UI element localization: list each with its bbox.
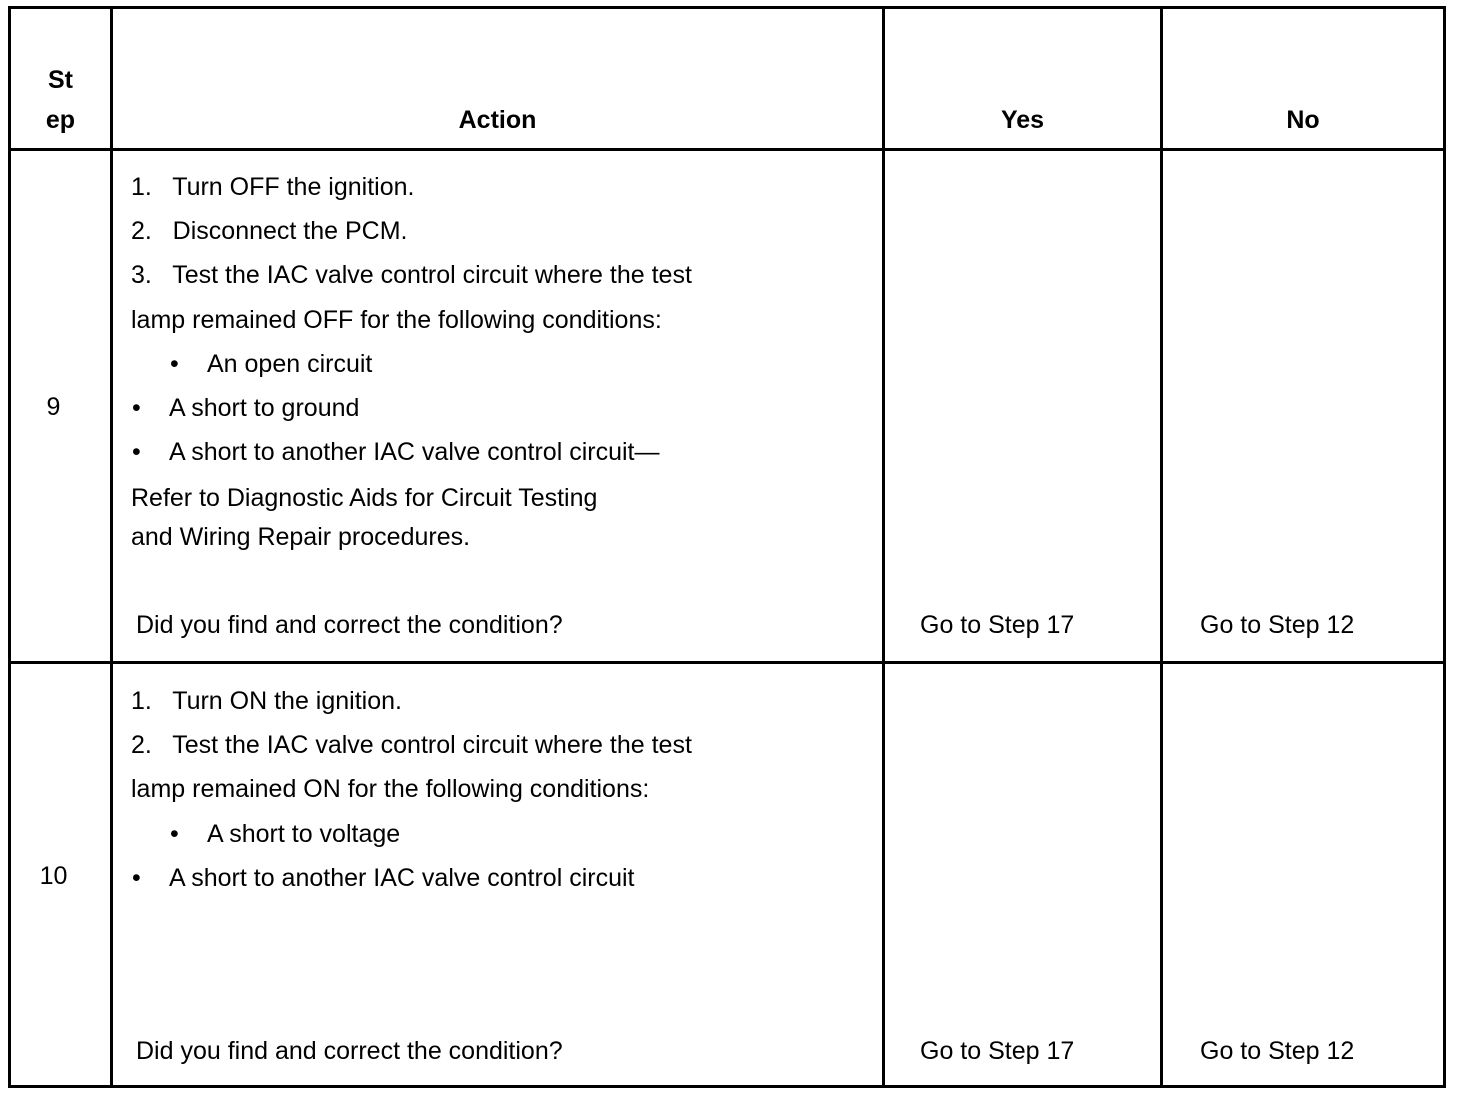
step-number: 9 (46, 393, 61, 421)
yes-result: Go to Step 17 (920, 1037, 1075, 1065)
action-bullet-text: A short to another IAC valve control circuit (169, 864, 635, 892)
action-line: lamp remained OFF for the following conditions: (131, 306, 662, 334)
header-step-line1: St (48, 66, 73, 94)
header-action: Action (458, 106, 537, 134)
header-divider (8, 148, 1446, 151)
action-line: lamp remained ON for the following conditions: (131, 775, 650, 803)
no-result: Go to Step 12 (1200, 1037, 1355, 1065)
table-border-top (8, 6, 1446, 9)
bullet-icon: • (170, 820, 179, 848)
action-bullet-text: A short to another IAC valve control circuit— (169, 438, 660, 466)
action-line: and Wiring Repair procedures. (131, 523, 471, 551)
step-number: 10 (39, 862, 68, 890)
action-line: 2. Test the IAC valve control circuit where the test (131, 731, 692, 759)
action-bullet-text: A short to ground (169, 394, 360, 422)
table-border-left (8, 6, 11, 1088)
header-yes: Yes (1000, 106, 1045, 134)
action-question: Did you find and correct the condition? (136, 611, 563, 639)
table-border-right (1443, 6, 1446, 1088)
column-divider-step (110, 6, 113, 1088)
action-line: 3. Test the IAC valve control circuit where the test (131, 261, 692, 289)
action-line: 2. Disconnect the PCM. (131, 217, 408, 245)
row-divider (8, 661, 1446, 664)
bullet-icon: • (132, 438, 141, 466)
action-bullet-text: A short to voltage (207, 820, 401, 848)
column-divider-yes (1160, 6, 1163, 1088)
action-line: 1. Turn OFF the ignition. (131, 173, 415, 201)
action-line: 1. Turn ON the ignition. (131, 687, 402, 715)
action-question: Did you find and correct the condition? (136, 1037, 563, 1065)
yes-result: Go to Step 17 (920, 611, 1075, 639)
column-divider-action (882, 6, 885, 1088)
action-line: Refer to Diagnostic Aids for Circuit Testing (131, 484, 598, 512)
table-border-bottom (8, 1085, 1446, 1088)
bullet-icon: • (132, 864, 141, 892)
bullet-icon: • (132, 394, 141, 422)
action-bullet-text: An open circuit (207, 350, 373, 378)
header-step-line2: ep (45, 106, 76, 134)
no-result: Go to Step 12 (1200, 611, 1355, 639)
bullet-icon: • (170, 350, 179, 378)
header-no: No (1286, 106, 1320, 134)
